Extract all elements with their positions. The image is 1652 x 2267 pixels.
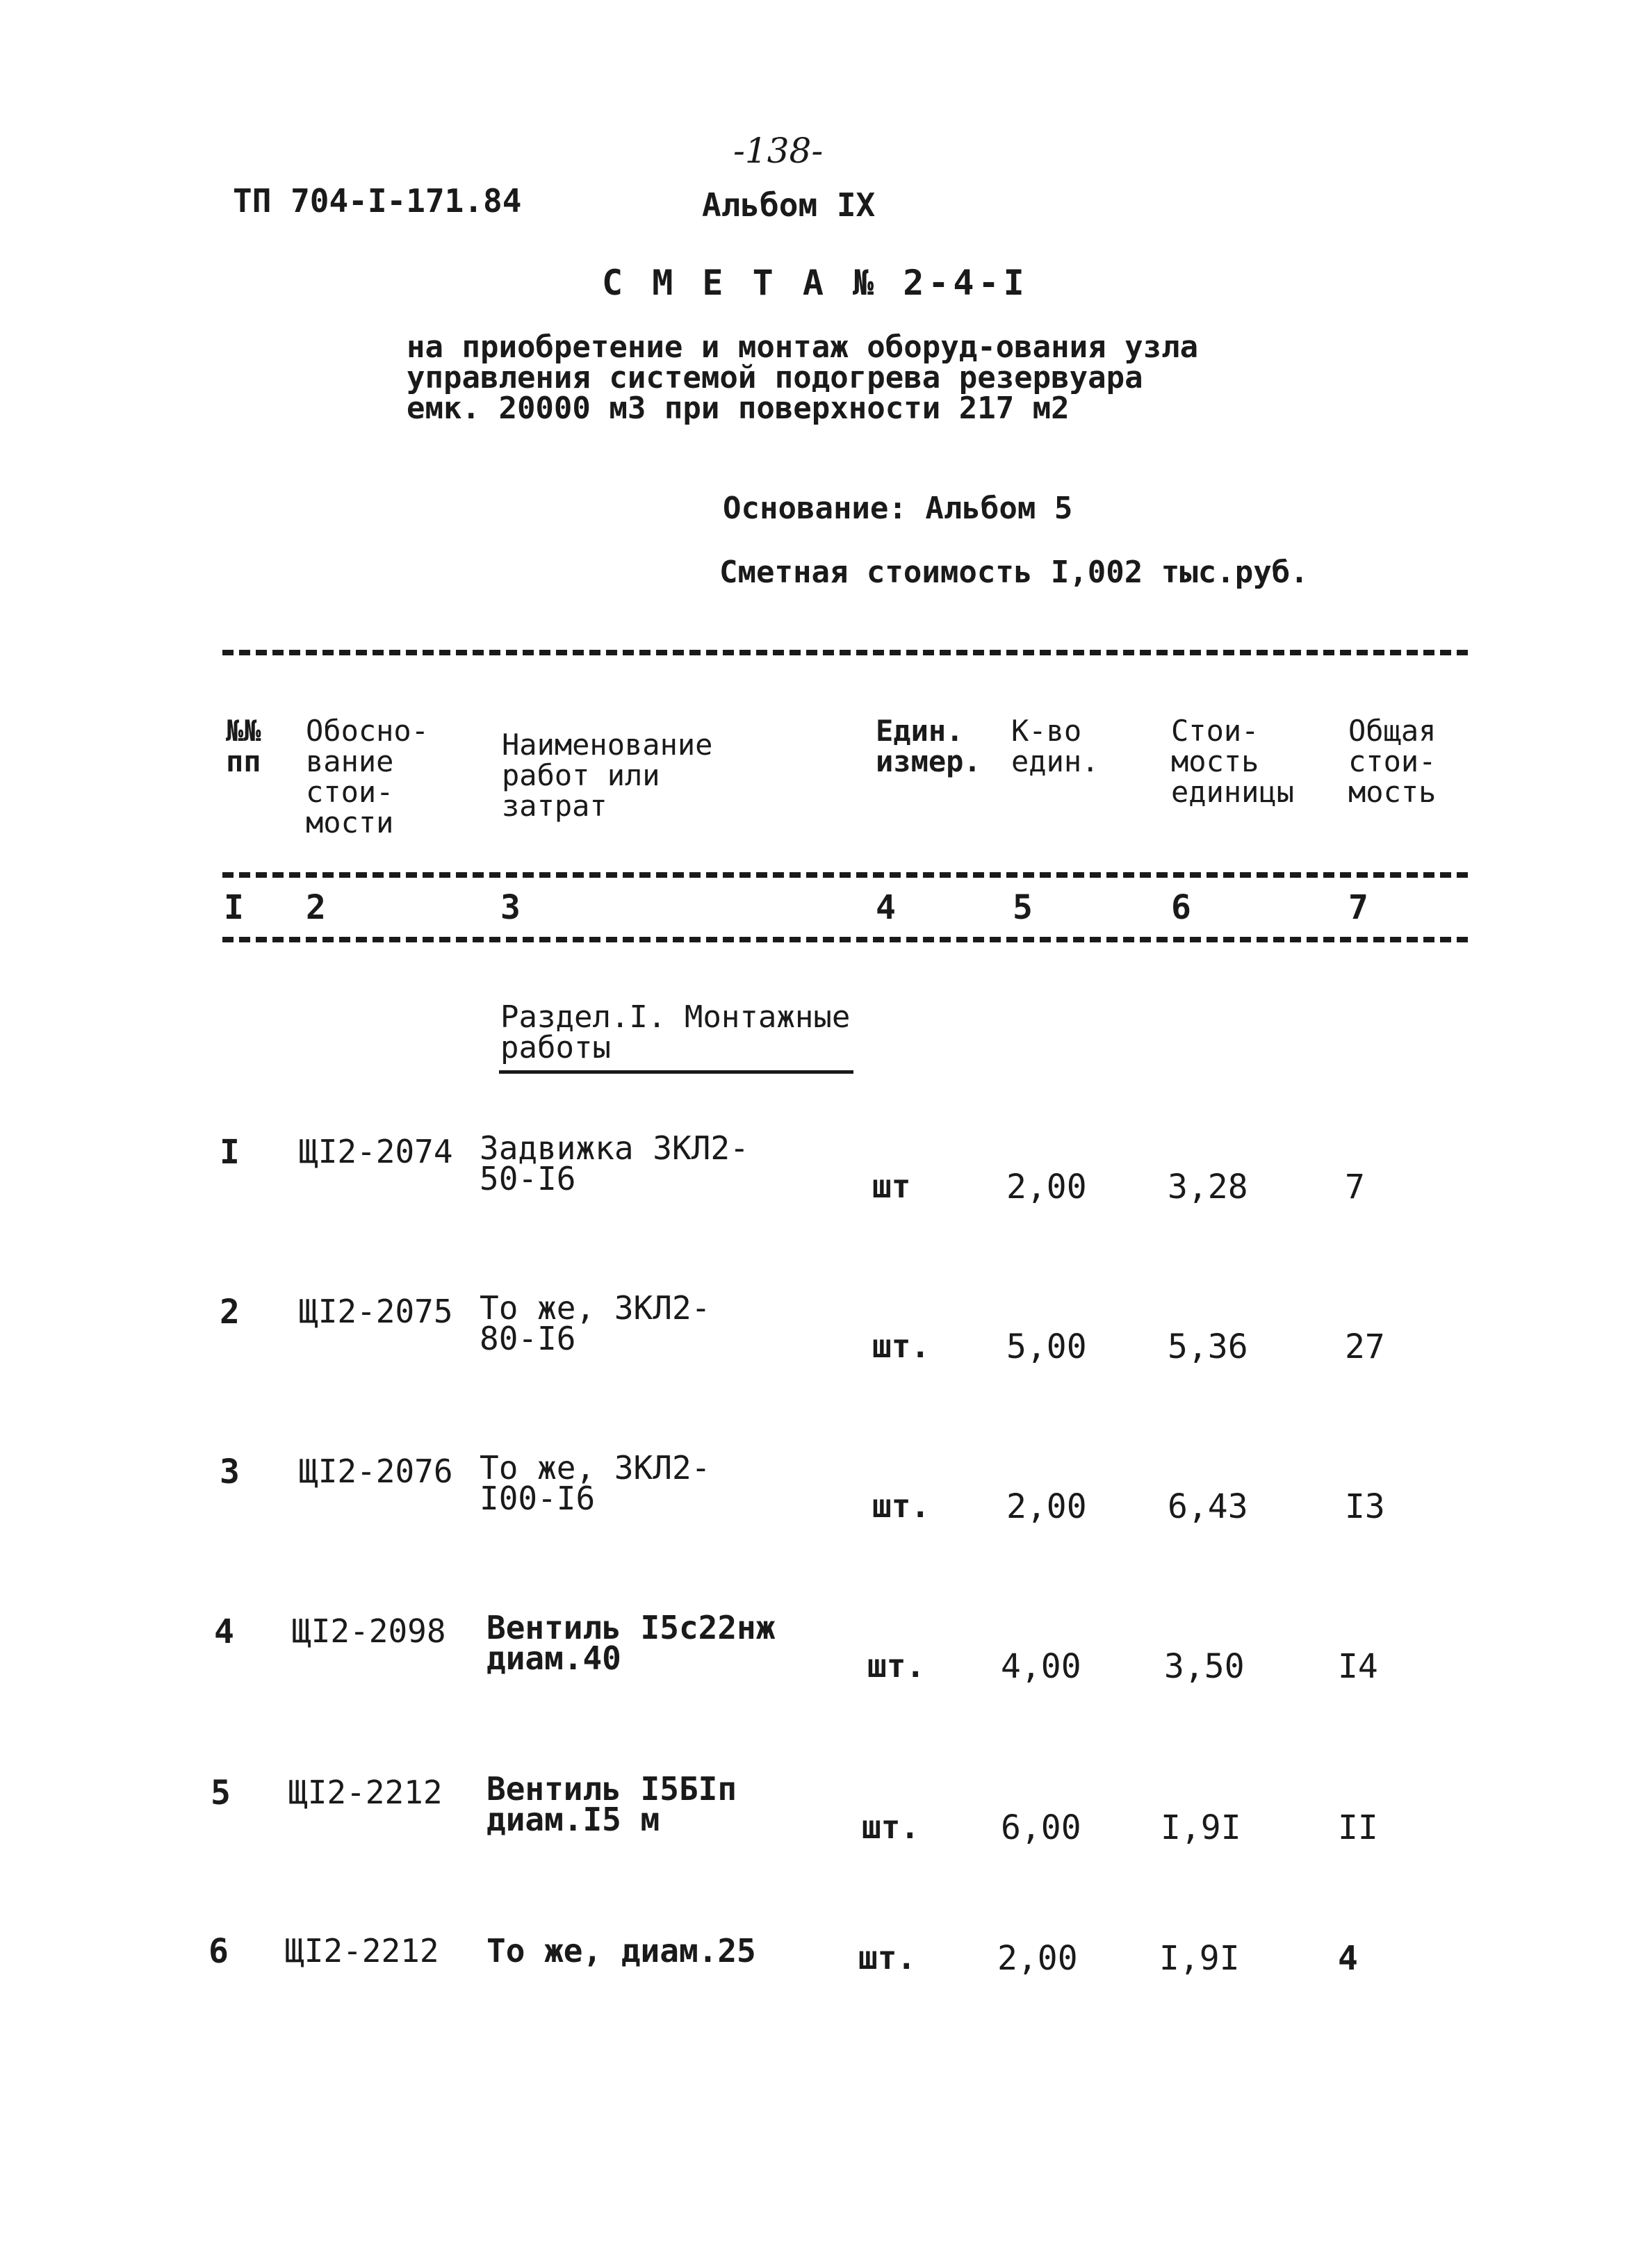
header-unit: Един. измер.	[876, 714, 981, 778]
row-total: I4	[1338, 1647, 1378, 1686]
row-basis-code: ЩI2-2212	[285, 1932, 439, 1970]
row-unit-price: 6,43	[1168, 1487, 1248, 1526]
row-unit: шт.	[862, 1808, 920, 1846]
row-quantity: 5,00	[1006, 1327, 1087, 1366]
subtitle-line: емк. 20000 м3 при поверхности 217 м2	[407, 391, 1070, 426]
column-number: 4	[876, 888, 896, 927]
row-unit-price: 5,36	[1168, 1327, 1248, 1366]
row-total: 27	[1345, 1327, 1385, 1366]
header-row-number: №№ пп	[226, 714, 261, 778]
row-quantity: 4,00	[1001, 1647, 1081, 1686]
row-unit: шт.	[858, 1939, 917, 1977]
column-number: 5	[1013, 888, 1033, 927]
document-code: ТП 704-I-171.84	[233, 182, 522, 220]
row-unit-price: I,9I	[1161, 1808, 1241, 1847]
column-number: 2	[306, 888, 326, 927]
row-total: 7	[1345, 1168, 1365, 1206]
row-number: 3	[220, 1452, 240, 1491]
row-item-name: Вентиль I5БIп диам.I5 м	[486, 1770, 737, 1838]
column-number: 6	[1171, 888, 1191, 927]
column-number: I	[224, 888, 244, 927]
page-number: -138-	[733, 131, 824, 171]
row-unit: шт.	[872, 1487, 931, 1525]
row-unit: шт.	[872, 1327, 931, 1365]
row-unit-price: 3,50	[1164, 1647, 1245, 1686]
estimate-subtitle	[407, 329, 1199, 426]
row-total: I3	[1345, 1487, 1385, 1526]
header-name: Наименование работ или затрат	[502, 728, 713, 823]
row-quantity: 2,00	[997, 1939, 1078, 1978]
row-unit-price: 3,28	[1168, 1168, 1248, 1206]
row-number: I	[220, 1133, 240, 1172]
row-unit: шт	[872, 1168, 911, 1205]
row-number: 4	[214, 1612, 234, 1651]
row-item-name: То же, ЗКЛ2- I00-I6	[480, 1449, 711, 1517]
row-number: 5	[211, 1774, 231, 1812]
row-basis-code: ЩI2-2075	[299, 1293, 453, 1330]
row-total: 4	[1338, 1939, 1358, 1978]
row-item-name: То же, диам.25	[486, 1932, 756, 1970]
row-total: II	[1338, 1808, 1378, 1847]
column-number: 7	[1348, 888, 1368, 927]
header-total: Общая стои- мость	[1348, 714, 1437, 809]
section-title: Раздел.I. Монтажные работы	[500, 999, 851, 1065]
section-title-underline	[499, 1070, 853, 1074]
column-number: 3	[500, 888, 521, 927]
basis-label: Основание: Альбом 5	[723, 491, 1073, 526]
row-quantity: 2,00	[1006, 1487, 1087, 1526]
row-unit: шт.	[867, 1647, 926, 1685]
row-basis-code: ЩI2-2076	[299, 1452, 453, 1490]
row-basis-code: ЩI2-2212	[288, 1774, 443, 1811]
row-item-name: То же, ЗКЛ2- 80-I6	[480, 1289, 711, 1357]
estimate-title: С М Е Т А № 2-4-I	[602, 263, 1029, 303]
estimated-cost: Сметная стоимость I,002 тыс.руб.	[719, 555, 1309, 590]
header-bottom-rule	[222, 872, 1468, 878]
table-top-rule	[222, 650, 1468, 655]
header-unit-price: Стои- мость единицы	[1171, 714, 1295, 809]
row-item-name: Вентиль I5с22нж диам.40	[486, 1609, 776, 1677]
row-unit-price: I,9I	[1159, 1939, 1240, 1978]
row-basis-code: ЩI2-2074	[299, 1133, 453, 1170]
row-quantity: 2,00	[1006, 1168, 1087, 1206]
subtitle-line: на приобретение и монтаж оборуд-ования узла	[407, 329, 1199, 365]
album-label: Альбом IX	[702, 186, 876, 224]
row-quantity: 6,00	[1001, 1808, 1081, 1847]
row-number: 6	[208, 1932, 229, 1971]
row-number: 2	[220, 1293, 240, 1332]
row-item-name: Задвижка ЗКЛ2- 50-I6	[480, 1129, 749, 1197]
header-basis: Обосно- вание стои- мости	[306, 714, 430, 840]
subtitle-line: управления системой подогрева резервуара	[407, 360, 1143, 395]
column-numbers-rule	[222, 937, 1468, 942]
header-quantity: К-во един.	[1011, 714, 1099, 778]
row-basis-code: ЩI2-2098	[292, 1612, 446, 1650]
